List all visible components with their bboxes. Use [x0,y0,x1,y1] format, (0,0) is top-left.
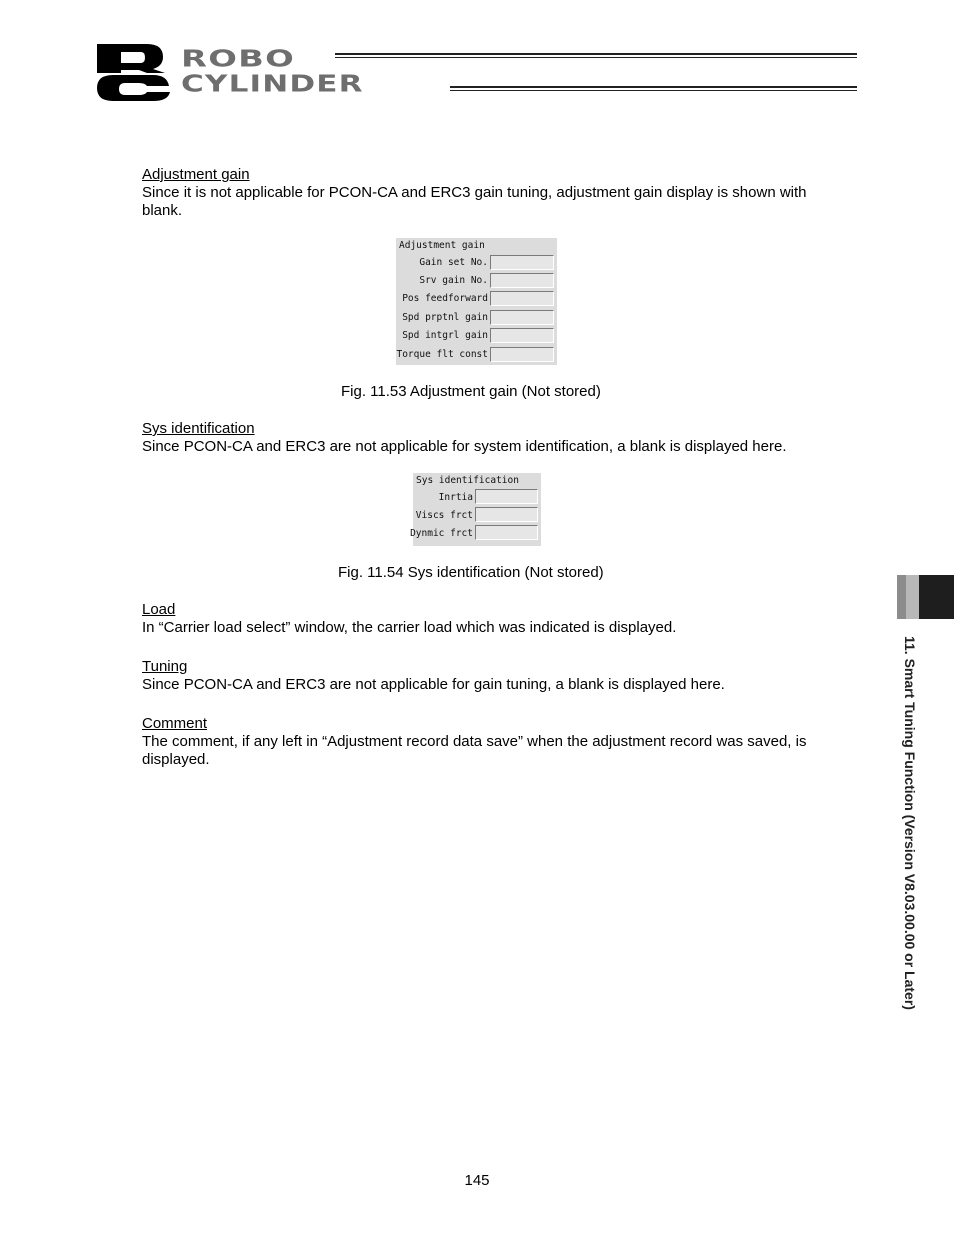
section-text: Since PCON-CA and ERC3 are not applicable for system identification, a blank is displayed here. [142,438,787,455]
logo-word-cylinder: CYLINDER [181,71,364,98]
section-sys-identification [142,420,842,456]
field-label: Spd intgrl gain [402,330,488,341]
section-tuning [142,658,842,694]
logo-word-robo: ROBO [181,46,296,73]
field-label: Srv gain No. [419,275,488,286]
field-row [396,254,488,270]
section-text: Since PCON-CA and ERC3 are not applicable for gain tuning, a blank is displayed here. [142,676,725,693]
field-label: Viscs frct [415,510,473,521]
field-row [396,346,488,362]
header-rule-bottom [450,86,857,91]
field-box[interactable] [475,489,538,504]
section-text: In “Carrier load select” window, the carrier load which was indicated is displayed. [142,619,677,636]
section-load [142,601,842,637]
side-tab-marker-dark [919,575,954,619]
field-row [396,327,488,343]
section-comment [142,715,842,769]
field-box[interactable] [490,310,554,325]
field-box[interactable] [475,507,538,522]
robo-cylinder-logo [95,42,860,102]
field-box[interactable] [490,328,554,343]
field-label: Torque flt const [396,349,488,360]
field-row [413,489,473,505]
rc-logo-icon [95,42,180,102]
field-row [413,507,473,523]
section-heading: Adjustment gain [142,166,250,183]
section-heading: Sys identification [142,420,255,437]
field-label: Inrtia [438,492,473,503]
figure-caption: Fig. 11.54 Sys identification (Not stored) [338,564,604,581]
field-row [396,309,488,325]
adjustment-gain-panel [396,238,557,365]
field-box[interactable] [490,273,554,288]
side-tab-marker [897,575,919,619]
header-rule-top [335,53,857,58]
field-label: Gain set No. [419,257,488,268]
panel-title: Sys identification [416,475,519,486]
section-text: The comment, if any left in “Adjustment record data save” when the adjustment record was saved, is displayed. [142,733,807,768]
section-heading: Tuning [142,658,188,675]
panel-title: Adjustment gain [399,240,485,251]
field-box[interactable] [475,525,538,540]
field-label: Pos feedforward [402,293,488,304]
sys-identification-panel [410,473,541,546]
field-box[interactable] [490,255,554,270]
field-label: Spd prptnl gain [402,312,488,323]
field-box[interactable] [490,347,554,362]
section-text: Since it is not applicable for PCON-CA and ERC3 gain tuning, adjustment gain display is shown with blank. [142,184,807,219]
section-heading: Load [142,601,176,618]
field-row [396,290,488,306]
section-adjustment-gain [142,166,842,220]
field-row [396,272,488,288]
field-label: Dynmic frct [410,528,473,539]
section-heading: Comment [142,715,208,732]
field-box[interactable] [490,291,554,306]
figure-caption: Fig. 11.53 Adjustment gain (Not stored) [341,383,601,400]
page-number: 145 [464,1172,490,1189]
chapter-side-label: 11. Smart Tuning Function (Version V8.03.00.00 or Later) [902,636,918,1010]
field-row [410,525,473,541]
